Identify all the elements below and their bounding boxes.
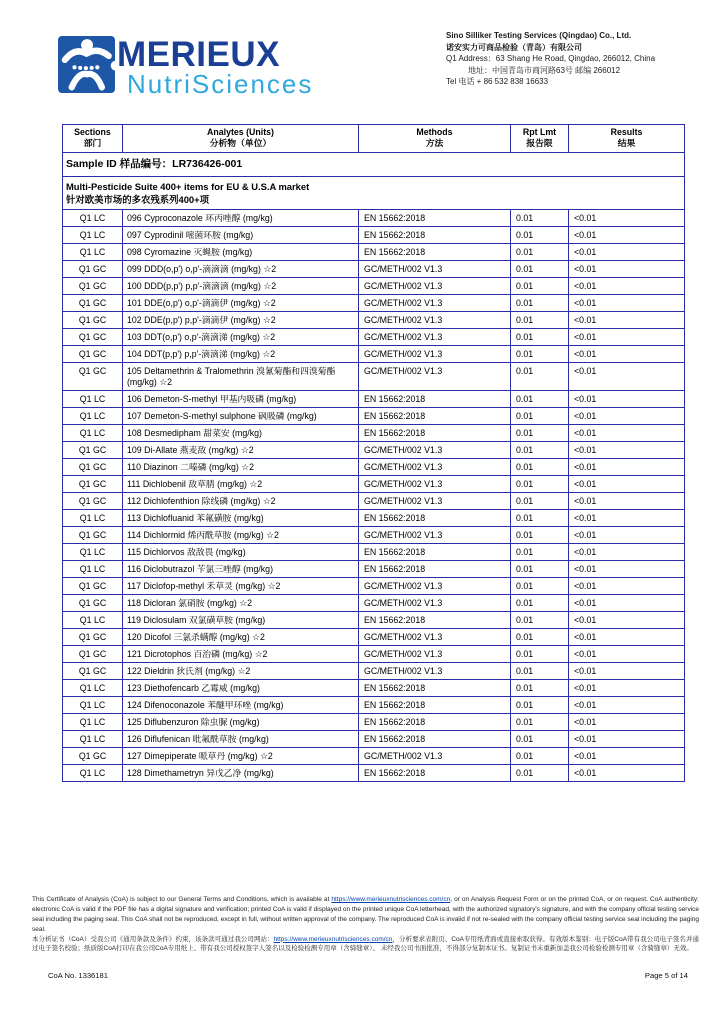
sample-id: Sample ID 样品编号：LR736426-001 [63, 152, 685, 176]
header-rpt-lmt [511, 125, 569, 153]
cell-analyte: 098 Cyromazine 灭蝇胺 (mg/kg) [123, 244, 359, 261]
cell-method: EN 15662:2018 [359, 543, 511, 560]
footer-legal [32, 895, 699, 954]
cell-method: GC/METH/002 V1.3 [359, 493, 511, 510]
cell-analyte: 111 Dichlobenil 敌草腈 (mg/kg) ☆2 [123, 476, 359, 493]
cell-result: <0.01 [569, 346, 685, 363]
cell-rpt-lmt: 0.01 [511, 611, 569, 628]
cell-section: Q1 LC [63, 696, 123, 713]
header-methods-en: Methods [416, 127, 453, 137]
cell-section: Q1 LC [63, 408, 123, 425]
cell-method: GC/METH/002 V1.3 [359, 363, 511, 391]
table-row [63, 510, 685, 527]
header-methods [359, 125, 511, 153]
table-row [63, 543, 685, 560]
cell-method: GC/METH/002 V1.3 [359, 645, 511, 662]
table-row [63, 713, 685, 730]
cell-section: Q1 LC [63, 730, 123, 747]
cell-method: EN 15662:2018 [359, 713, 511, 730]
cell-analyte: 122 Dieldrin 狄氏剂 (mg/kg) ☆2 [123, 662, 359, 679]
cell-rpt-lmt: 0.01 [511, 312, 569, 329]
cell-rpt-lmt: 0.01 [511, 227, 569, 244]
cell-method: GC/METH/002 V1.3 [359, 261, 511, 278]
company-tel: Tel 电话 + 86 532 838 16633 [446, 77, 549, 86]
cell-analyte: 103 DDT(o,p') o,p'-滴滴涕 (mg/kg) ☆2 [123, 329, 359, 346]
table-row [63, 577, 685, 594]
cell-rpt-lmt: 0.01 [511, 329, 569, 346]
cell-method: GC/METH/002 V1.3 [359, 577, 511, 594]
sample-id-row [63, 152, 685, 176]
cell-section: Q1 GC [63, 577, 123, 594]
footer-terms-en [32, 895, 699, 935]
header-analytes-en: Analytes (Units) [207, 127, 274, 137]
cell-rpt-lmt: 0.01 [511, 442, 569, 459]
cell-section: Q1 LC [63, 510, 123, 527]
cell-rpt-lmt: 0.01 [511, 747, 569, 764]
company-name-en: Sino Silliker Testing Services (Qingdao) Co., Ltd. [446, 31, 632, 40]
cell-analyte: 108 Desmedipham 甜菜安 (mg/kg) [123, 425, 359, 442]
table-header-row [63, 125, 685, 153]
cell-analyte: 117 Diclofop-methyl 禾草灵 (mg/kg) ☆2 [123, 577, 359, 594]
cell-method: GC/METH/002 V1.3 [359, 329, 511, 346]
cell-section: Q1 LC [63, 713, 123, 730]
cell-method: GC/METH/002 V1.3 [359, 628, 511, 645]
header-rpt-lmt-en: Rpt Lmt [522, 127, 557, 137]
cell-section: Q1 GC [63, 459, 123, 476]
cell-rpt-lmt: 0.01 [511, 210, 569, 227]
cell-analyte: 113 Dichlofluanid 苯氟磺胺 (mg/kg) [123, 510, 359, 527]
cell-result: <0.01 [569, 662, 685, 679]
cell-section: Q1 GC [63, 278, 123, 295]
cell-method: EN 15662:2018 [359, 696, 511, 713]
cell-rpt-lmt: 0.01 [511, 679, 569, 696]
cell-analyte: 105 Deltamethrin & Tralomethrin 溴氰菊酯和四溴菊酯 (mg/kg) ☆2 [123, 363, 359, 391]
cell-section: Q1 GC [63, 747, 123, 764]
company-info [446, 30, 688, 97]
table-row [63, 764, 685, 781]
suite-title [63, 176, 685, 209]
suite-title-cn: 针对欧美市场的多农残系列400+项 [66, 194, 209, 206]
table-row [63, 295, 685, 312]
table-row [63, 210, 685, 227]
cell-method: EN 15662:2018 [359, 730, 511, 747]
cell-method: EN 15662:2018 [359, 611, 511, 628]
cell-method: GC/METH/002 V1.3 [359, 278, 511, 295]
cell-method: GC/METH/002 V1.3 [359, 747, 511, 764]
cell-rpt-lmt: 0.01 [511, 662, 569, 679]
cell-result: <0.01 [569, 696, 685, 713]
cell-analyte: 106 Demeton-S-methyl 甲基内吸磷 (mg/kg) [123, 391, 359, 408]
cell-method: EN 15662:2018 [359, 425, 511, 442]
cell-section: Q1 GC [63, 346, 123, 363]
cell-rpt-lmt: 0.01 [511, 391, 569, 408]
cell-section: Q1 LC [63, 391, 123, 408]
cell-rpt-lmt: 0.01 [511, 730, 569, 747]
cell-section: Q1 GC [63, 628, 123, 645]
header-results-cn: 结果 [617, 138, 636, 149]
brand-text [117, 35, 314, 99]
cell-result: <0.01 [569, 476, 685, 493]
footer-cn-text-2: ，分析要求表附页、CoA专用纸背面或直接索取获得。有效版本鉴别：电子版CoA带有我公司电子签名并通过电子签名校验；纸质版CoA打印在我公司CoA专用纸上、带有我公司授权签字人签名以及检验检测专用章（含骑缝章）、 未经我公司书面批准，不得部分复制本证书。复制证书未重新加盖我公司检验检测专用章（含骑缝章）无效。 [32, 935, 699, 953]
cell-result: <0.01 [569, 713, 685, 730]
table-row [63, 425, 685, 442]
cell-section: Q1 GC [63, 295, 123, 312]
cell-analyte: 114 Dichlormid 烯丙酰草胺 (mg/kg) ☆2 [123, 526, 359, 543]
table-row [63, 730, 685, 747]
cell-rpt-lmt: 0.01 [511, 261, 569, 278]
cell-analyte: 120 Dicofol 三氯杀螨醇 (mg/kg) ☆2 [123, 628, 359, 645]
cell-result: <0.01 [569, 442, 685, 459]
cell-analyte: 121 Dicrotophos 百治磷 (mg/kg) ☆2 [123, 645, 359, 662]
cell-result: <0.01 [569, 363, 685, 391]
cell-rpt-lmt: 0.01 [511, 476, 569, 493]
cell-rpt-lmt: 0.01 [511, 510, 569, 527]
cell-section: Q1 LC [63, 611, 123, 628]
cell-analyte: 126 Diflufenican 吡氟酰草胺 (mg/kg) [123, 730, 359, 747]
cell-result: <0.01 [569, 679, 685, 696]
footer-terms-cn [32, 935, 699, 955]
suite-title-en: Multi-Pesticide Suite 400+ items for EU & U.S.A market [66, 180, 310, 192]
cell-method: EN 15662:2018 [359, 244, 511, 261]
header-analytes-cn: 分析物（单位） [209, 138, 272, 149]
cell-analyte: 112 Dichlofenthion 除线磷 (mg/kg) ☆2 [123, 493, 359, 510]
cell-rpt-lmt: 0.01 [511, 363, 569, 391]
cell-method: GC/METH/002 V1.3 [359, 442, 511, 459]
header-results [569, 125, 685, 153]
cell-result: <0.01 [569, 510, 685, 527]
cell-rpt-lmt: 0.01 [511, 346, 569, 363]
cell-analyte: 116 Diclobutrazol 苄氯三唑醇 (mg/kg) [123, 560, 359, 577]
cell-method: EN 15662:2018 [359, 560, 511, 577]
cell-result: <0.01 [569, 577, 685, 594]
table-row [63, 261, 685, 278]
cell-section: Q1 GC [63, 329, 123, 346]
terms-link-cn[interactable]: https://www.merieuxnutrisciences.com/cn [273, 935, 393, 943]
table-row [63, 628, 685, 645]
cell-method: GC/METH/002 V1.3 [359, 312, 511, 329]
cell-section: Q1 LC [63, 764, 123, 781]
header-sections-cn: 部门 [83, 138, 102, 149]
company-address-en: Q1 Address：63 Shang He Road, Qingdao, 266012, China [446, 54, 656, 63]
company-logo [58, 36, 313, 97]
cell-analyte: 097 Cyprodinil 嘧菌环胺 (mg/kg) [123, 227, 359, 244]
cell-analyte: 104 DDT(p,p') p,p'-滴滴涕 (mg/kg) ☆2 [123, 346, 359, 363]
cell-section: Q1 LC [63, 227, 123, 244]
table-row [63, 346, 685, 363]
table-row [63, 244, 685, 261]
cell-rpt-lmt: 0.01 [511, 645, 569, 662]
cell-result: <0.01 [569, 312, 685, 329]
cell-result: <0.01 [569, 210, 685, 227]
cell-analyte: 107 Demeton-S-methyl sulphone 砜吸磷 (mg/kg) [123, 408, 359, 425]
page-header [58, 31, 688, 99]
cell-section: Q1 GC [63, 645, 123, 662]
cell-result: <0.01 [569, 425, 685, 442]
table-row [63, 696, 685, 713]
cell-section: Q1 GC [63, 662, 123, 679]
cell-method: GC/METH/002 V1.3 [359, 526, 511, 543]
table-row [63, 363, 685, 391]
coa-number: CoA No. 1336181 [48, 971, 108, 980]
terms-link-en[interactable]: https://www.merieuxnutrisciences.com/cn [331, 896, 451, 903]
cell-result: <0.01 [569, 244, 685, 261]
cell-section: Q1 LC [63, 425, 123, 442]
cell-analyte: 119 Diclosulam 双氯磺草胺 (mg/kg) [123, 611, 359, 628]
cell-rpt-lmt: 0.01 [511, 244, 569, 261]
header-sections-en: Sections [74, 127, 111, 137]
header-methods-cn: 方法 [425, 138, 444, 149]
table-row [63, 227, 685, 244]
cell-rpt-lmt: 0.01 [511, 295, 569, 312]
cell-result: <0.01 [569, 391, 685, 408]
cell-section: Q1 GC [63, 493, 123, 510]
table-row [63, 312, 685, 329]
cell-section: Q1 LC [63, 210, 123, 227]
table-row [63, 594, 685, 611]
cell-rpt-lmt: 0.01 [511, 278, 569, 295]
cell-result: <0.01 [569, 227, 685, 244]
cell-method: EN 15662:2018 [359, 510, 511, 527]
cell-result: <0.01 [569, 628, 685, 645]
cell-section: Q1 GC [63, 476, 123, 493]
company-address-cn: 地址：中国青岛市商河路63号 邮编 266012 [468, 65, 621, 75]
cell-method: EN 15662:2018 [359, 227, 511, 244]
cell-result: <0.01 [569, 329, 685, 346]
cell-rpt-lmt: 0.01 [511, 408, 569, 425]
results-table [62, 124, 685, 782]
cell-method: EN 15662:2018 [359, 679, 511, 696]
footer-en-text: This Certificate of Analysis (CoA) is subject to our General Terms and Conditions, which is available at [32, 896, 332, 903]
cell-section: Q1 LC [63, 244, 123, 261]
cell-result: <0.01 [569, 543, 685, 560]
cell-rpt-lmt: 0.01 [511, 526, 569, 543]
dancing-person-icon [58, 36, 115, 93]
cell-rpt-lmt: 0.01 [511, 543, 569, 560]
cell-method: GC/METH/002 V1.3 [359, 295, 511, 312]
cell-section: Q1 LC [63, 560, 123, 577]
table-row [63, 526, 685, 543]
brand-merieux: MERIEUX [117, 35, 280, 74]
cell-analyte: 128 Dimethametryn 异戊乙净 (mg/kg) [123, 764, 359, 781]
cell-result: <0.01 [569, 560, 685, 577]
cell-analyte: 127 Dimepiperate 哌草丹 (mg/kg) ☆2 [123, 747, 359, 764]
table-row [63, 747, 685, 764]
header-sections [63, 125, 123, 153]
table-row [63, 459, 685, 476]
cell-method: GC/METH/002 V1.3 [359, 459, 511, 476]
table-row [63, 493, 685, 510]
cell-analyte: 124 Difenoconazole 苯醚甲环唑 (mg/kg) [123, 696, 359, 713]
cell-result: <0.01 [569, 764, 685, 781]
company-name-cn: 诺安实力可商品检验（青岛）有限公司 [446, 42, 582, 52]
table-row [63, 278, 685, 295]
cell-analyte: 125 Diflubenzuron 除虫脲 (mg/kg) [123, 713, 359, 730]
footer-cn-text: 本分析证书（CoA）受我公司《通用条款及条件》约束，该条款可通过我公司网站： [32, 935, 274, 943]
cell-section: Q1 LC [63, 543, 123, 560]
table-row [63, 611, 685, 628]
cell-result: <0.01 [569, 261, 685, 278]
cell-result: <0.01 [569, 747, 685, 764]
table-row [63, 645, 685, 662]
cell-result: <0.01 [569, 295, 685, 312]
cell-section: Q1 LC [63, 679, 123, 696]
cell-analyte: 096 Cyproconazole 环丙唑醇 (mg/kg) [123, 210, 359, 227]
cell-result: <0.01 [569, 611, 685, 628]
cell-analyte: 110 Diazinon 二嗪磷 (mg/kg) ☆2 [123, 459, 359, 476]
cell-analyte: 099 DDD(o,p') o,p'-滴滴滴 (mg/kg) ☆2 [123, 261, 359, 278]
footer-en-text-2: , or on Analysis Request Form or on the printed CoA, or on request. CoA authenticity: electronic CoA is valid if the PDF file has a digital signature and verification; printed CoA is valid if displayed on the printed unique CoA letterhead, with the authorized signatory's signature, and with the company official testing service seal including the paging seal. This CoA shall not be reproduced, except in full, without written approval of the company. The reproduced CoA is invalid if not re-sealed with the company official testing service seal including the paging seal. [32, 896, 699, 933]
cell-analyte: 115 Dichlorvos 敌敌畏 (mg/kg) [123, 543, 359, 560]
cell-method: GC/METH/002 V1.3 [359, 594, 511, 611]
cell-rpt-lmt: 0.01 [511, 493, 569, 510]
cell-method: EN 15662:2018 [359, 764, 511, 781]
cell-analyte: 118 Dicloran 氯硝胺 (mg/kg) ☆2 [123, 594, 359, 611]
cell-result: <0.01 [569, 645, 685, 662]
header-analytes [123, 125, 359, 153]
cell-analyte: 101 DDE(o,p') o,p'-滴滴伊 (mg/kg) ☆2 [123, 295, 359, 312]
cell-method: GC/METH/002 V1.3 [359, 662, 511, 679]
table-row [63, 560, 685, 577]
cell-method: GC/METH/002 V1.3 [359, 346, 511, 363]
cell-result: <0.01 [569, 278, 685, 295]
suite-title-row [63, 176, 685, 209]
cell-section: Q1 GC [63, 442, 123, 459]
cell-rpt-lmt: 0.01 [511, 696, 569, 713]
cell-method: EN 15662:2018 [359, 408, 511, 425]
cell-rpt-lmt: 0.01 [511, 628, 569, 645]
table-row [63, 662, 685, 679]
cell-section: Q1 GC [63, 363, 123, 391]
footer-meta [48, 971, 688, 980]
cell-section: Q1 GC [63, 261, 123, 278]
cell-method: EN 15662:2018 [359, 391, 511, 408]
cell-section: Q1 GC [63, 594, 123, 611]
cell-rpt-lmt: 0.01 [511, 425, 569, 442]
cell-result: <0.01 [569, 408, 685, 425]
cell-section: Q1 GC [63, 312, 123, 329]
brand-nutrisciences: NutriSciences [127, 69, 314, 99]
cell-rpt-lmt: 0.01 [511, 560, 569, 577]
cell-rpt-lmt: 0.01 [511, 459, 569, 476]
cell-method: GC/METH/002 V1.3 [359, 476, 511, 493]
table-row [63, 391, 685, 408]
cell-rpt-lmt: 0.01 [511, 594, 569, 611]
cell-analyte: 109 Di-Allate 燕麦敌 (mg/kg) ☆2 [123, 442, 359, 459]
table-row [63, 476, 685, 493]
cell-result: <0.01 [569, 493, 685, 510]
cell-result: <0.01 [569, 459, 685, 476]
table-row [63, 679, 685, 696]
cell-result: <0.01 [569, 730, 685, 747]
analyte-rows [63, 210, 685, 781]
table-row [63, 329, 685, 346]
page-number: Page 5 of 14 [644, 971, 688, 980]
cell-rpt-lmt: 0.01 [511, 764, 569, 781]
cell-rpt-lmt: 0.01 [511, 713, 569, 730]
cell-section: Q1 GC [63, 526, 123, 543]
cell-method: EN 15662:2018 [359, 210, 511, 227]
header-results-en: Results [610, 127, 643, 137]
cell-analyte: 100 DDD(p,p') p,p'-滴滴滴 (mg/kg) ☆2 [123, 278, 359, 295]
header-rpt-lmt-cn: 报告限 [526, 138, 553, 149]
cell-rpt-lmt: 0.01 [511, 577, 569, 594]
cell-result: <0.01 [569, 526, 685, 543]
cell-analyte: 123 Diethofencarb 乙霉威 (mg/kg) [123, 679, 359, 696]
cell-analyte: 102 DDE(p,p') p,p'-滴滴伊 (mg/kg) ☆2 [123, 312, 359, 329]
table-row [63, 442, 685, 459]
table-row [63, 408, 685, 425]
cell-result: <0.01 [569, 594, 685, 611]
